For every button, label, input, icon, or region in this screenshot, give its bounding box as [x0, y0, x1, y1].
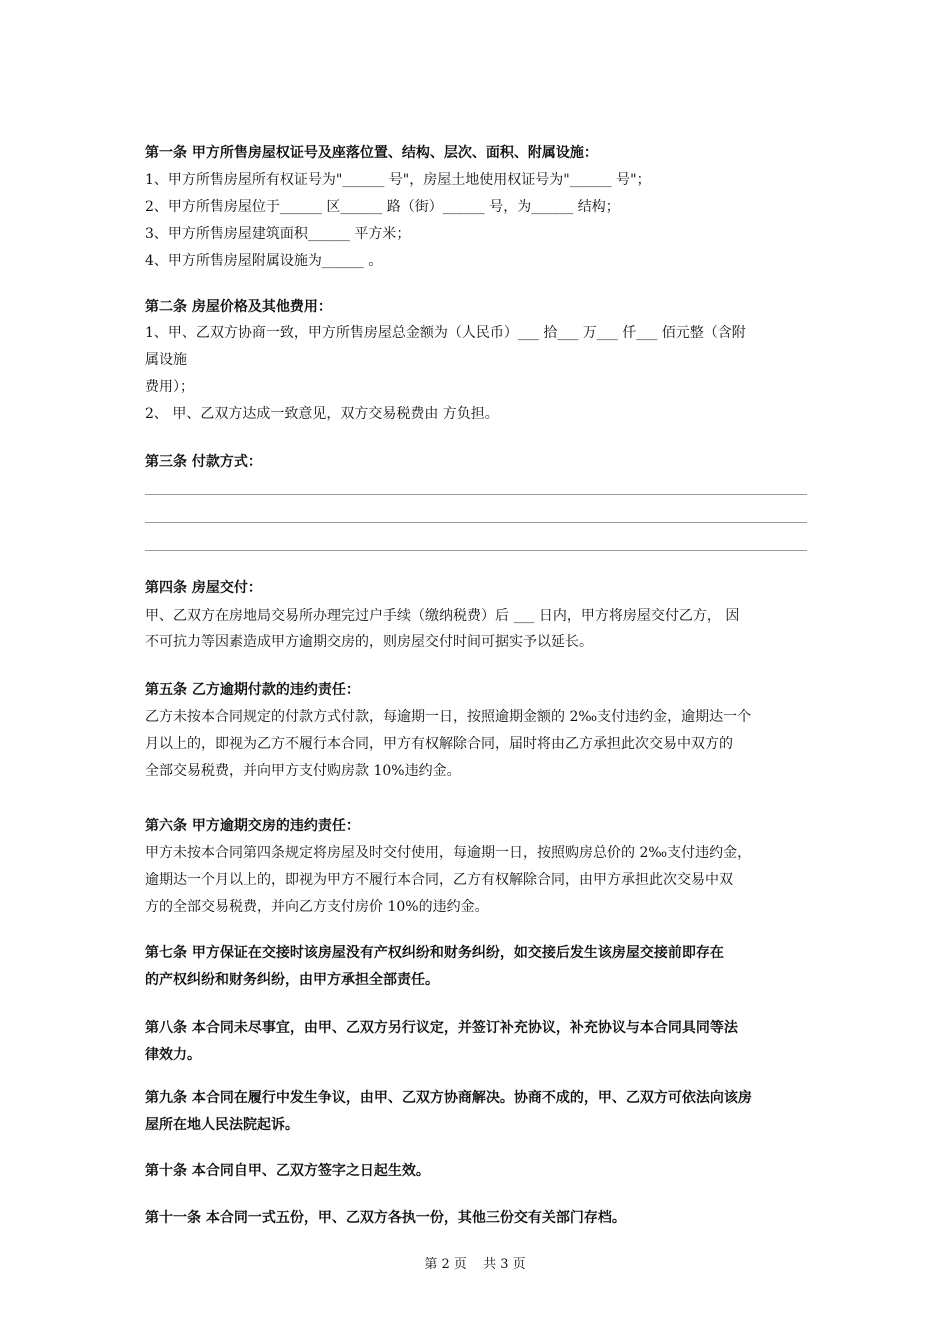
article-4-line-2: 不可抗力等因素造成甲方逾期交房的，则房屋交付时间可据实予以延长。: [145, 634, 593, 650]
article-8-line-1: 第八条 本合同未尽事宜，由甲、乙双方另行议定，并签订补充协议，补充协议与本合同具同等法: [145, 1020, 738, 1036]
article-1-line-1: 1、甲方所售房屋所有权证号为"______ 号"，房屋土地使用权证号为"______ 号"；: [145, 172, 651, 188]
article-9-line-2: 屋所在地人民法院起诉。: [145, 1117, 299, 1133]
payment-blank-line-2: [145, 522, 807, 523]
article-1-line-4: 4、甲方所售房屋附属设施为______ 。: [145, 253, 383, 269]
article-1-title: 第一条 甲方所售房屋权证号及座落位置、结构、层次、面积、附属设施：: [145, 145, 598, 161]
payment-blank-line-1: [145, 494, 807, 495]
article-9-line-1: 第九条 本合同在履行中发生争议，由甲、乙双方协商解决。协商不成的，甲、乙双方可依法向该房: [145, 1090, 752, 1106]
article-2-line-3: 费用）；: [145, 379, 194, 395]
article-1-line-3: 3、甲方所售房屋建筑面积______ 平方米；: [145, 226, 411, 242]
page-total: 共 3 页: [483, 1257, 526, 1272]
page-number: 第 2 页: [424, 1257, 467, 1272]
page-footer: [0, 1256, 950, 1274]
article-4-line-1: 甲、乙双方在房地局交易所办理完过户手续（缴纳税费）后 ___ 日内，甲方将房屋交付乙方， 因: [145, 608, 740, 624]
article-5-line-3: 全部交易税费，并向甲方支付购房款 10%违约金。: [145, 763, 461, 779]
article-5-line-2: 月以上的，即视为乙方不履行本合同，甲方有权解除合同，届时将由乙方承担此次交易中双方的: [145, 736, 733, 752]
article-6-line-2: 逾期达一个月以上的，即视为甲方不履行本合同，乙方有权解除合同，由甲方承担此次交易中双: [145, 872, 733, 888]
article-1-line-2: 2、甲方所售房屋位于______ 区______ 路（街）______ 号，为______ 结构；: [145, 199, 620, 215]
article-7-line-2: 的产权纠纷和财务纠纷，由甲方承担全部责任。: [145, 972, 439, 988]
article-6-title: 第六条 甲方逾期交房的违约责任：: [145, 818, 360, 834]
article-2-line-1: 1、甲、乙双方协商一致，甲方所售房屋总金额为（人民币）___ 拾___ 万___ 仟___ 佰元整（含附: [145, 325, 746, 341]
article-6-line-1: 甲方未按本合同第四条规定将房屋及时交付使用，每逾期一日，按照购房总价的 2‰支付违约金，: [145, 845, 752, 861]
article-2-title: 第二条 房屋价格及其他费用：: [145, 299, 332, 315]
article-5-line-1: 乙方未按本合同规定的付款方式付款，每逾期一日，按照逾期金额的 2‰支付违约金，逾期达一个: [145, 709, 752, 725]
article-11: 第十一条 本合同一式五份，甲、乙双方各执一份，其他三份交有关部门存档。: [145, 1210, 626, 1226]
article-5-title: 第五条 乙方逾期付款的违约责任：: [145, 682, 360, 698]
article-2-line-4: 2、 甲、乙双方达成一致意见，双方交易税费由 方负担。: [145, 406, 499, 422]
article-2-line-2: 属设施: [145, 352, 187, 368]
article-10: 第十条 本合同自甲、乙双方签字之日起生效。: [145, 1163, 430, 1179]
article-3-title: 第三条 付款方式：: [145, 454, 262, 470]
payment-blank-line-3: [145, 550, 807, 551]
article-6-line-3: 方的全部交易税费，并向乙方支付房价 10%的违约金。: [145, 899, 489, 915]
article-7-line-1: 第七条 甲方保证在交接时该房屋没有产权纠纷和财务纠纷，如交接后发生该房屋交接前即存在: [145, 945, 724, 961]
article-4-title: 第四条 房屋交付：: [145, 580, 262, 596]
article-8-line-2: 律效力。: [145, 1047, 201, 1063]
